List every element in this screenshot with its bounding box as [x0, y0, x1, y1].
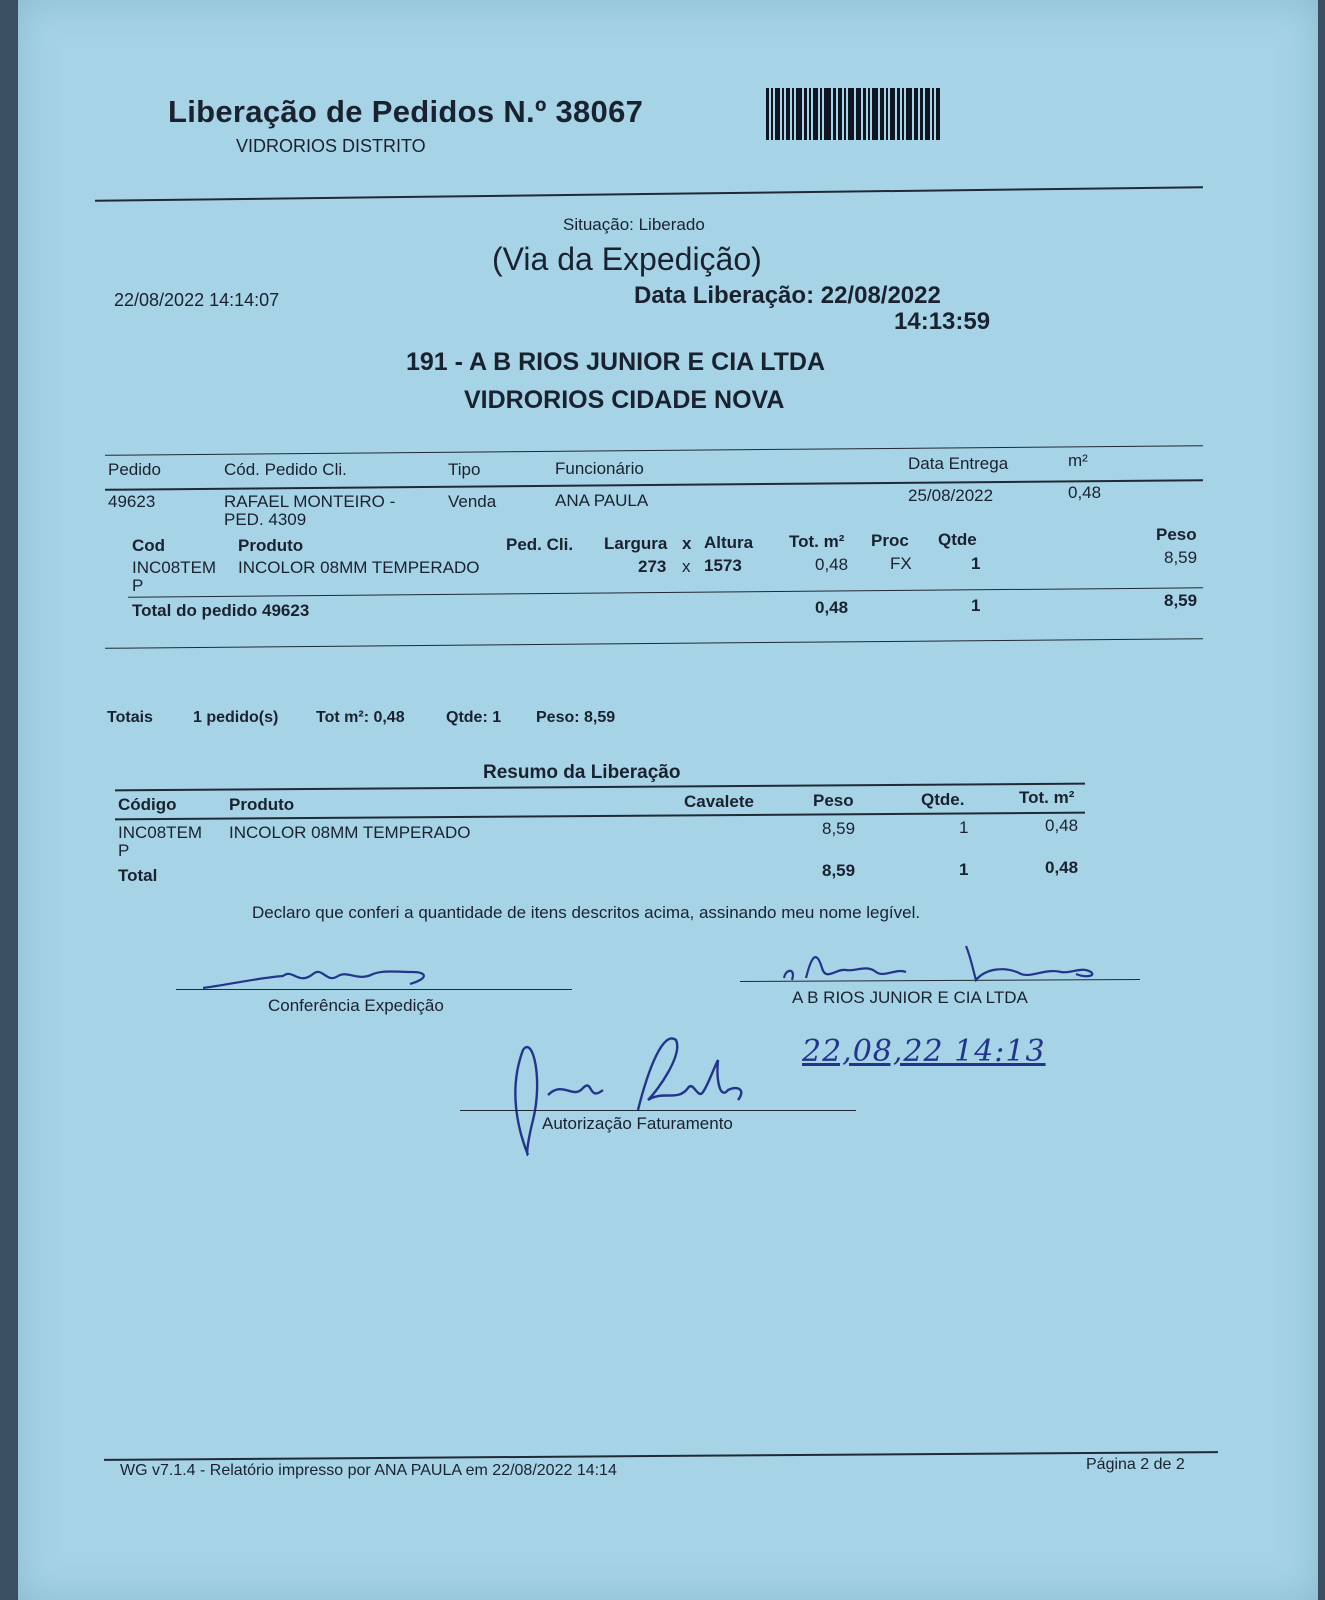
- declaration-text: Declaro que conferi a quantidade de itens descritos acima, assinando meu nome legível.: [252, 903, 921, 922]
- autorizacao-signature: [488, 1030, 758, 1165]
- status-line: Situação: Liberado: [563, 215, 705, 234]
- header-divider: [95, 186, 1203, 202]
- item-x: x: [682, 557, 691, 576]
- item-tot-m2: 0,48: [815, 555, 849, 574]
- item-altura: 1573: [704, 556, 742, 575]
- order-funcionario: ANA PAULA: [555, 491, 649, 510]
- client-branch: VIDRORIOS CIDADE NOVA: [464, 386, 785, 414]
- summary-codigo-line1: INC08TEM: [118, 823, 203, 842]
- issuer-company: VIDRORIOS DISTRITO: [236, 136, 426, 156]
- print-datetime: 22/08/2022 14:14:07: [114, 290, 280, 310]
- summary-codigo-line2: P: [118, 841, 130, 860]
- summary-header-produto: Produto: [229, 795, 295, 814]
- item-header-produto: Produto: [238, 536, 304, 555]
- summary-produto: INCOLOR 08MM TEMPERADO: [229, 823, 471, 842]
- totals-qtde: Qtde: 1: [446, 709, 502, 726]
- summary-total-peso: 8,59: [822, 861, 856, 880]
- item-header-altura: Altura: [704, 533, 754, 552]
- summary-header-cavalete: Cavalete: [684, 792, 754, 811]
- item-cod-line2: P: [132, 576, 144, 595]
- item-qtde: 1: [971, 554, 981, 573]
- order-tipo: Venda: [448, 492, 497, 511]
- autorizacao-signature-line: [460, 1110, 856, 1111]
- summary-qtde: 1: [959, 818, 969, 837]
- order-header-tipo: Tipo: [448, 460, 481, 479]
- summary-total-tot-m2: 0,48: [1045, 858, 1079, 877]
- order-total-label: Total do pedido 49623: [132, 601, 310, 620]
- summary-header-codigo: Código: [118, 795, 177, 814]
- barcode: [766, 88, 962, 140]
- order-header-pedido: Pedido: [108, 460, 161, 479]
- item-header-tot-m2: Tot. m²: [789, 532, 845, 551]
- autorizacao-label: Autorização Faturamento: [542, 1114, 733, 1133]
- conferencia-signature: [198, 958, 448, 998]
- document-title: Liberação de Pedidos N.º 38067: [168, 94, 644, 129]
- order-header-data-entrega: Data Entrega: [908, 454, 1009, 473]
- totals-tot-m2: Tot m²: 0,48: [316, 709, 405, 726]
- item-proc: FX: [890, 554, 912, 573]
- item-cod-line1: INC08TEM: [132, 558, 217, 577]
- document-page: [18, 0, 1318, 1600]
- item-total-rule: [128, 587, 1203, 597]
- summary-header-peso: Peso: [813, 791, 854, 810]
- order-cod-pedido-cli-line1: RAFAEL MONTEIRO -: [224, 492, 396, 511]
- item-header-qtde: Qtde: [938, 530, 977, 549]
- order-table-bottom-rule: [105, 638, 1203, 649]
- item-header-cod: Cod: [132, 536, 166, 555]
- order-pedido: 49623: [108, 492, 156, 511]
- via-label: (Via da Expedição): [492, 241, 762, 277]
- totals-pedidos: 1 pedido(s): [193, 709, 279, 726]
- item-header-ped-cli: Ped. Cli.: [506, 535, 574, 554]
- conferencia-label: Conferência Expedição: [268, 996, 444, 1015]
- order-header-funcionario: Funcionário: [555, 459, 644, 478]
- summary-title: Resumo da Liberação: [483, 762, 681, 783]
- summary-tot-m2: 0,48: [1045, 816, 1079, 835]
- order-cod-pedido-cli-line2: PED. 4309: [224, 510, 307, 529]
- item-header-proc: Proc: [871, 531, 909, 550]
- client-name: 191 - A B RIOS JUNIOR E CIA LTDA: [406, 348, 826, 376]
- order-total-peso: 8,59: [1164, 591, 1198, 610]
- summary-total-label: Total: [118, 866, 158, 885]
- summary-header-qtde: Qtde.: [921, 790, 965, 809]
- totals-peso: Peso: 8,59: [536, 709, 616, 726]
- item-largura: 273: [638, 557, 667, 576]
- order-table-top-rule: [105, 445, 1203, 456]
- client-signature-label: A B RIOS JUNIOR E CIA LTDA: [792, 988, 1028, 1007]
- item-header-peso: Peso: [1156, 525, 1197, 544]
- summary-peso: 8,59: [822, 819, 856, 838]
- handwritten-date: 22,08,22 14:13: [802, 1034, 1046, 1069]
- order-data-entrega: 25/08/2022: [908, 486, 994, 505]
- footer-print-info: WG v7.1.4 - Relatório impresso por ANA PAULA em 22/08/2022 14:14: [120, 1462, 617, 1479]
- item-header-largura: Largura: [604, 534, 668, 553]
- item-produto: INCOLOR 08MM TEMPERADO: [238, 558, 480, 577]
- footer-rule: [104, 1451, 1218, 1461]
- summary-header-tot-m2: Tot. m²: [1019, 788, 1075, 807]
- order-total-qtde: 1: [971, 596, 981, 615]
- summary-total-qtde: 1: [959, 860, 969, 879]
- release-date: Data Liberação: 22/08/2022: [634, 282, 941, 309]
- item-header-x: x: [682, 534, 692, 553]
- page-number: Página 2 de 2: [1086, 1456, 1185, 1473]
- order-m2: 0,48: [1068, 483, 1102, 502]
- order-header-rule: [105, 479, 1203, 491]
- order-header-m2: m²: [1068, 451, 1088, 470]
- totals-label: Totais: [107, 709, 153, 726]
- release-time: 14:13:59: [894, 308, 991, 335]
- item-peso: 8,59: [1164, 548, 1198, 567]
- conferencia-signature-line: [176, 989, 572, 990]
- order-total-tot-m2: 0,48: [815, 598, 849, 617]
- order-header-cod-pedido-cli: Cód. Pedido Cli.: [224, 460, 347, 479]
